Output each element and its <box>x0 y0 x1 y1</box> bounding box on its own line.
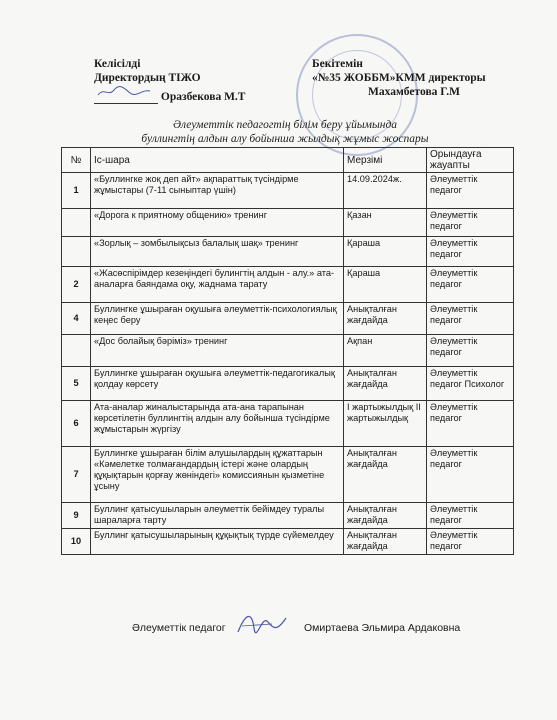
row-responsible: Әлеуметтік педагог <box>427 209 514 237</box>
approval-left-line2: Директордың ТІЖО <box>94 72 201 84</box>
plan-table <box>61 147 514 555</box>
table-row <box>62 447 514 503</box>
row-date: Ақпан <box>344 335 427 367</box>
row-responsible: Әлеуметтік педагог <box>427 303 514 335</box>
header-responsible: Орындауға жауапты <box>427 148 514 173</box>
row-number <box>62 335 91 367</box>
row-date: Анықталған жағдайда <box>344 447 427 503</box>
row-number: 1 <box>62 173 91 209</box>
table-row <box>62 367 514 401</box>
footer-signature <box>132 622 461 634</box>
table-row <box>62 529 514 555</box>
row-event: Буллингке ұшыраған оқушыға әлеуметтік-психологиялық кеңес беру <box>91 303 344 335</box>
row-number: 10 <box>62 529 91 555</box>
row-date: Анықталған жағдайда <box>344 367 427 401</box>
row-number: 6 <box>62 401 91 447</box>
row-responsible: Әлеуметтік педагог Психолог <box>427 367 514 401</box>
row-number: 5 <box>62 367 91 401</box>
table-row <box>62 303 514 335</box>
signature-scribble-icon <box>94 85 154 99</box>
header-event: Іс-шара <box>91 148 344 173</box>
approval-left-line1: Келісілді <box>94 58 141 70</box>
row-responsible: Әлеуметтік педагог <box>427 447 514 503</box>
footer-name: Омиртаева Эльмира Ардаковна <box>304 622 461 634</box>
table-row <box>62 237 514 267</box>
row-event: «Буллингке жоқ деп айт» ақпараттық түсіндірме жұмыстары (7-11 сыныптар үшін) <box>91 173 344 209</box>
row-number <box>62 209 91 237</box>
row-event: «Зорлық – зомбылықсыз балалық шақ» тренинг <box>91 237 344 267</box>
row-number: 7 <box>62 447 91 503</box>
row-date: Анықталған жағдайда <box>344 303 427 335</box>
approval-left-signature-row <box>94 85 294 104</box>
table-row <box>62 209 514 237</box>
approval-right-name: Махамбетова Г.М <box>368 86 461 98</box>
footer-role: Әлеуметтік педагог <box>132 622 226 634</box>
table-body <box>62 173 514 555</box>
table-row <box>62 267 514 303</box>
row-number <box>62 237 91 267</box>
table-row <box>62 335 514 367</box>
row-date: Қазан <box>344 209 427 237</box>
header-number: № <box>62 148 91 173</box>
approval-left-name: Оразбекова М.Т <box>160 91 246 103</box>
header-date: Мерзімі <box>344 148 427 173</box>
approval-right-line2: «№35 ЖОББМ»КММ директоры <box>312 72 486 84</box>
row-event: Буллинг қатысушыларының құқықтық түрде сүйемелдеу <box>91 529 344 555</box>
table-row <box>62 503 514 529</box>
row-responsible: Әлеуметтік педагог <box>427 173 514 209</box>
row-date: Анықталған жағдайда <box>344 503 427 529</box>
row-date: Қараша <box>344 267 427 303</box>
table-header-row <box>62 148 514 173</box>
title-line2: буллингтің алдын алу бойынша жылдық жұмыс жоспары <box>141 133 429 145</box>
row-number: 9 <box>62 503 91 529</box>
approval-right-line1: Бекітемін <box>312 58 363 70</box>
row-event: Буллинг қатысушыларын әлеуметтік бейімдеу туралы шараларға тарту <box>91 503 344 529</box>
document-title <box>100 118 470 146</box>
row-number: 2 <box>62 267 91 303</box>
row-responsible: Әлеуметтік педагог <box>427 529 514 555</box>
row-responsible: Әлеуметтік педагог <box>427 503 514 529</box>
row-event: «Дос болайық бәріміз» тренинг <box>91 335 344 367</box>
row-responsible: Әлеуметтік педагог <box>427 237 514 267</box>
row-event: «Дорога к приятному общению» тренинг <box>91 209 344 237</box>
row-event: «Жасөспірімдер кезеңіндегі булингтің алдын - алу.» ата- аналарға баяндама оқу, жаднама тарату <box>91 267 344 303</box>
approval-left <box>94 57 294 104</box>
signature-line <box>94 85 158 104</box>
row-event: Ата-аналар жиналыстарында ата-ана тарапынан көрсетілетін буллингтің алдын алу бойынша түсіндірме жұмыстарын жүргізу <box>91 401 344 447</box>
row-responsible: Әлеуметтік педагог <box>427 401 514 447</box>
row-event: Буллингке ұшыраған оқушыға әлеуметтік-педагогикалық қолдау көрсету <box>91 367 344 401</box>
row-responsible: Әлеуметтік педагог <box>427 267 514 303</box>
row-date: І жартыжылдық ІІ жартыжылдық <box>344 401 427 447</box>
row-date: Қараша <box>344 237 427 267</box>
row-date: 14.09.2024ж. <box>344 173 427 209</box>
row-event: Буллингке ұшыраған білім алушылардың құжаттарын «Кәмелетке толмағандардың істері және олардың құқықтарын қорғау жөніндегі» комиссиянын қызметіне ұсыну <box>91 447 344 503</box>
table-row <box>62 401 514 447</box>
title-line1: Әлеуметтік педагогтің білім беру ұйымында <box>172 119 398 131</box>
table-row <box>62 173 514 209</box>
row-number: 4 <box>62 303 91 335</box>
row-date: Анықталған жағдайда <box>344 529 427 555</box>
row-responsible: Әлеуметтік педагог <box>427 335 514 367</box>
approval-right <box>312 57 512 99</box>
signature-scribble-icon <box>232 608 292 638</box>
